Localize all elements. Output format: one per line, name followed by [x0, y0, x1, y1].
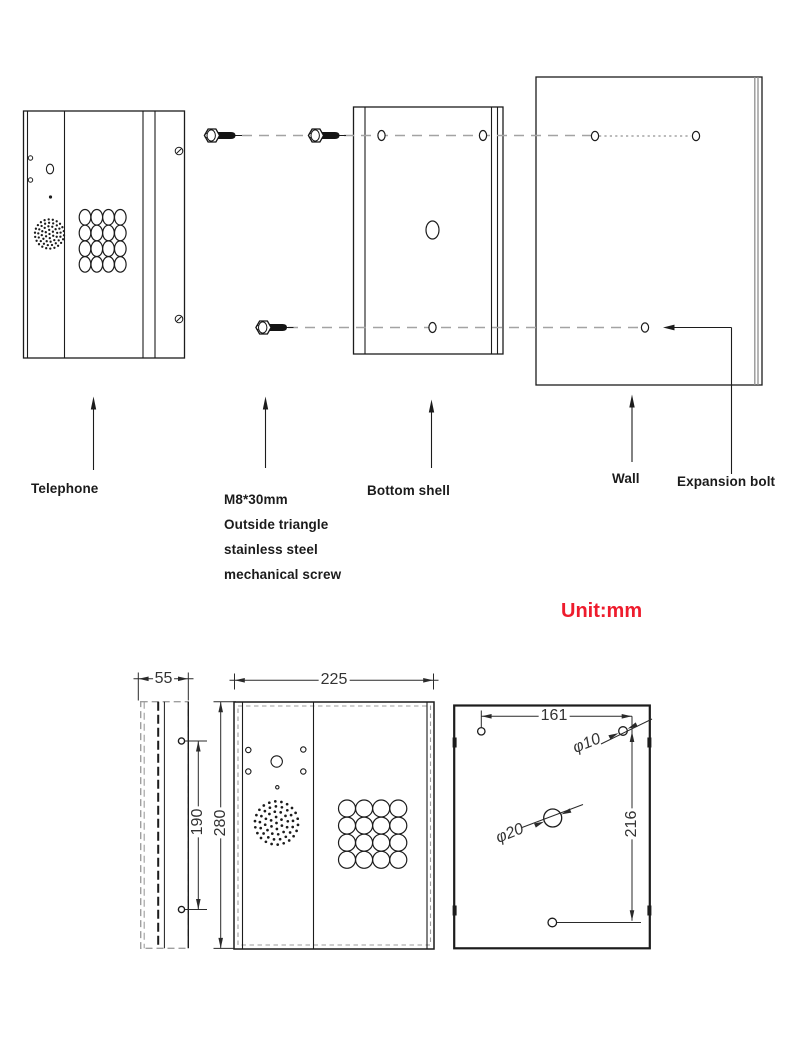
screw-icon	[204, 129, 242, 142]
label-expansion-bolt: Expansion bolt	[677, 474, 776, 489]
dim-text-phi10: φ10	[570, 729, 604, 757]
screw-icon	[308, 129, 346, 142]
dim-text-190: 190	[189, 808, 207, 836]
dim-text-phi20: φ20	[493, 820, 527, 847]
label-wall: Wall	[612, 471, 640, 486]
label-screw-line1: M8*30mm	[224, 492, 288, 507]
mic-hole	[49, 195, 52, 198]
dim-text-225: 225	[320, 671, 348, 689]
label-screw-line3: stainless steel	[224, 542, 318, 557]
dim-text-216: 216	[623, 810, 640, 838]
dim-text-161: 161	[540, 707, 568, 724]
unit-note: Unit:mm	[561, 600, 643, 622]
screw-icon	[256, 321, 294, 334]
wall-exploded-view	[536, 77, 762, 385]
label-screw-line2: Outside triangle	[224, 517, 329, 532]
mounting-screws	[204, 129, 346, 334]
label-telephone: Telephone	[31, 481, 99, 496]
side-view	[141, 702, 189, 949]
dim-text-55: 55	[154, 669, 173, 687]
front-view	[234, 702, 434, 949]
mic-hole	[276, 786, 279, 789]
telephone-exploded-view	[24, 111, 185, 358]
dim-text-280: 280	[211, 809, 229, 837]
cable-hole	[426, 221, 439, 239]
label-bottom-shell: Bottom shell	[367, 483, 450, 498]
button-hole	[271, 756, 282, 767]
label-screw-line4: mechanical screw	[224, 567, 342, 582]
back-view	[453, 706, 652, 949]
